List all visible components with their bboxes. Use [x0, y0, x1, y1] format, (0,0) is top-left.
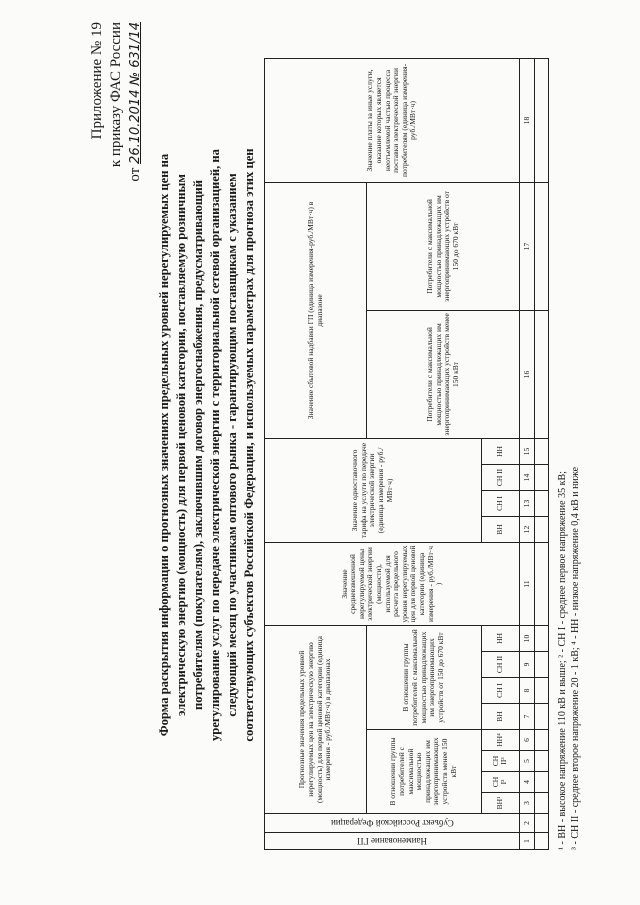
col-number: 1 [520, 833, 534, 850]
appendix-number: Приложение № 19 [89, 22, 105, 140]
level-nn-sup: НН⁴ [481, 730, 520, 751]
level-sn1-sup: СН I² [481, 772, 520, 793]
col-number: 15 [520, 438, 534, 464]
column-number-row [520, 58, 534, 849]
header-markup: Значение сбытовой надбавки ГП (единица измерения-руб./МВт·ч) в диапазоне [265, 182, 367, 438]
level-nn: НН [481, 625, 520, 651]
col-number: 13 [520, 490, 534, 516]
tariff-level-nn: НН [481, 438, 520, 464]
header-tariff: Значение одноставочного тарифа на услуги по передаче электрической энергии (единица измерения - руб./МВт·ч) [265, 438, 482, 542]
col-number: 4 [520, 772, 534, 793]
header-name-gp [265, 833, 520, 850]
level-sn2: СН II [481, 652, 520, 678]
col-number: 9 [520, 652, 534, 678]
col-number: 11 [520, 542, 534, 625]
footnote-line-2: ³ - СН II - среднее второе напряжение 20 - 1 кВ; ⁴ - НН - низкое напряжение 0,4 кВ и ниже [570, 466, 581, 850]
col-number: 14 [520, 464, 534, 490]
col-number: 17 [520, 182, 534, 310]
col-number: 3 [520, 793, 534, 814]
appendix-order-line: к приказу ФАС России [108, 22, 124, 168]
col-number: 5 [520, 751, 534, 772]
level-sn2-sup: СН II³ [481, 751, 520, 772]
col-number: 18 [520, 58, 534, 182]
header-other-services: Значение платы за иные услуги, оказание которых является неотъемлемой частью процесса поставки электрической энергии потребителям (единица измерения- руб./МВт·ч) [265, 58, 520, 182]
footnotes [556, 467, 582, 850]
col-number: 8 [520, 678, 534, 704]
col-number: 16 [520, 310, 534, 438]
col-number: 10 [520, 625, 534, 651]
order-date-handwritten: 26.10.2014 № 631/14 [128, 22, 143, 164]
col-number: 12 [520, 516, 534, 542]
tariff-level-vn: ВН [481, 516, 520, 542]
col-number: 6 [520, 730, 534, 751]
disclosure-form-table [264, 58, 549, 850]
header-weighted-price: Значение средневзвешенной нерегулируемой цены электрической энергии (мощности), используемой для расчета предельного уровня нерегулируемых цен для первой ценовой категории (единица измерения - руб./МВт·ч ) [265, 542, 520, 625]
header-markup-150-670: Потребители с максимальной мощностью принадлежащих им энергопринимающих устройств от 150 до 670 кВт [367, 182, 520, 310]
level-vn-sup: ВН¹ [481, 793, 520, 814]
header-subject-rf-text: Субъект Российской Федерации [330, 818, 454, 829]
level-vn: ВН [481, 704, 520, 730]
header-forecast-group: Прогнозные значения предельных уровней нерегулируемых цен на электрическую энергию (мощность) для первой ценовой категории (единица измерения - руб./МВт·ч) в диапазонах [265, 625, 367, 813]
appendix-block [88, 22, 145, 182]
header-forecast-less-150: В отношении группы потребителей с максимальной мощностью принадлежащих им энергопринимающих устройств менее 150 кВт [367, 730, 481, 814]
col-number: 7 [520, 704, 534, 730]
tariff-level-sn1: СН I [481, 490, 520, 516]
form-title: Форма раскрытия информации о прогнозных значениях предельных уровней нерегулируемых цен на электрическую энергию (мощность) для первой ценовой категории, поставляемую розничным потребителям (покупателям), заключившим договор энергоснабжения, предусматривающий урегулирование услуг по передаче электрической энергии с территориальной сетевой организацией, на следующий месяц по участникам оптового рынка - гарантирующим поставщикам с указанием соответствующих субъектов Российской Федерации, и используемых параметрах для прогноза этих цен [157, 148, 256, 742]
header-subject-rf [265, 814, 520, 833]
col-number: 2 [520, 814, 534, 833]
order-date-prefix: от [127, 167, 143, 182]
empty-data-row [534, 58, 548, 849]
header-markup-less-150: Потребители с максимальной мощностью принадлежащих им энергопринимающих устройств менее 150 кВт [367, 310, 520, 438]
header-name-gp-text: Наименование ГП [357, 836, 428, 847]
header-forecast-150-670: В отношении группы потребителей с максимальной мощностью принадлежащих им энергопринимающих устройств от 150 до 670 кВт [367, 625, 481, 729]
appendix-order-date [126, 22, 145, 182]
footnote-line-1: ¹ - ВН - высокое напряжение 110 кВ и выше; ² - СН I - среднее первое напряжение 35 кВ; [557, 471, 568, 850]
level-sn1: СН I [481, 678, 520, 704]
tariff-level-sn2: СН II [481, 464, 520, 490]
